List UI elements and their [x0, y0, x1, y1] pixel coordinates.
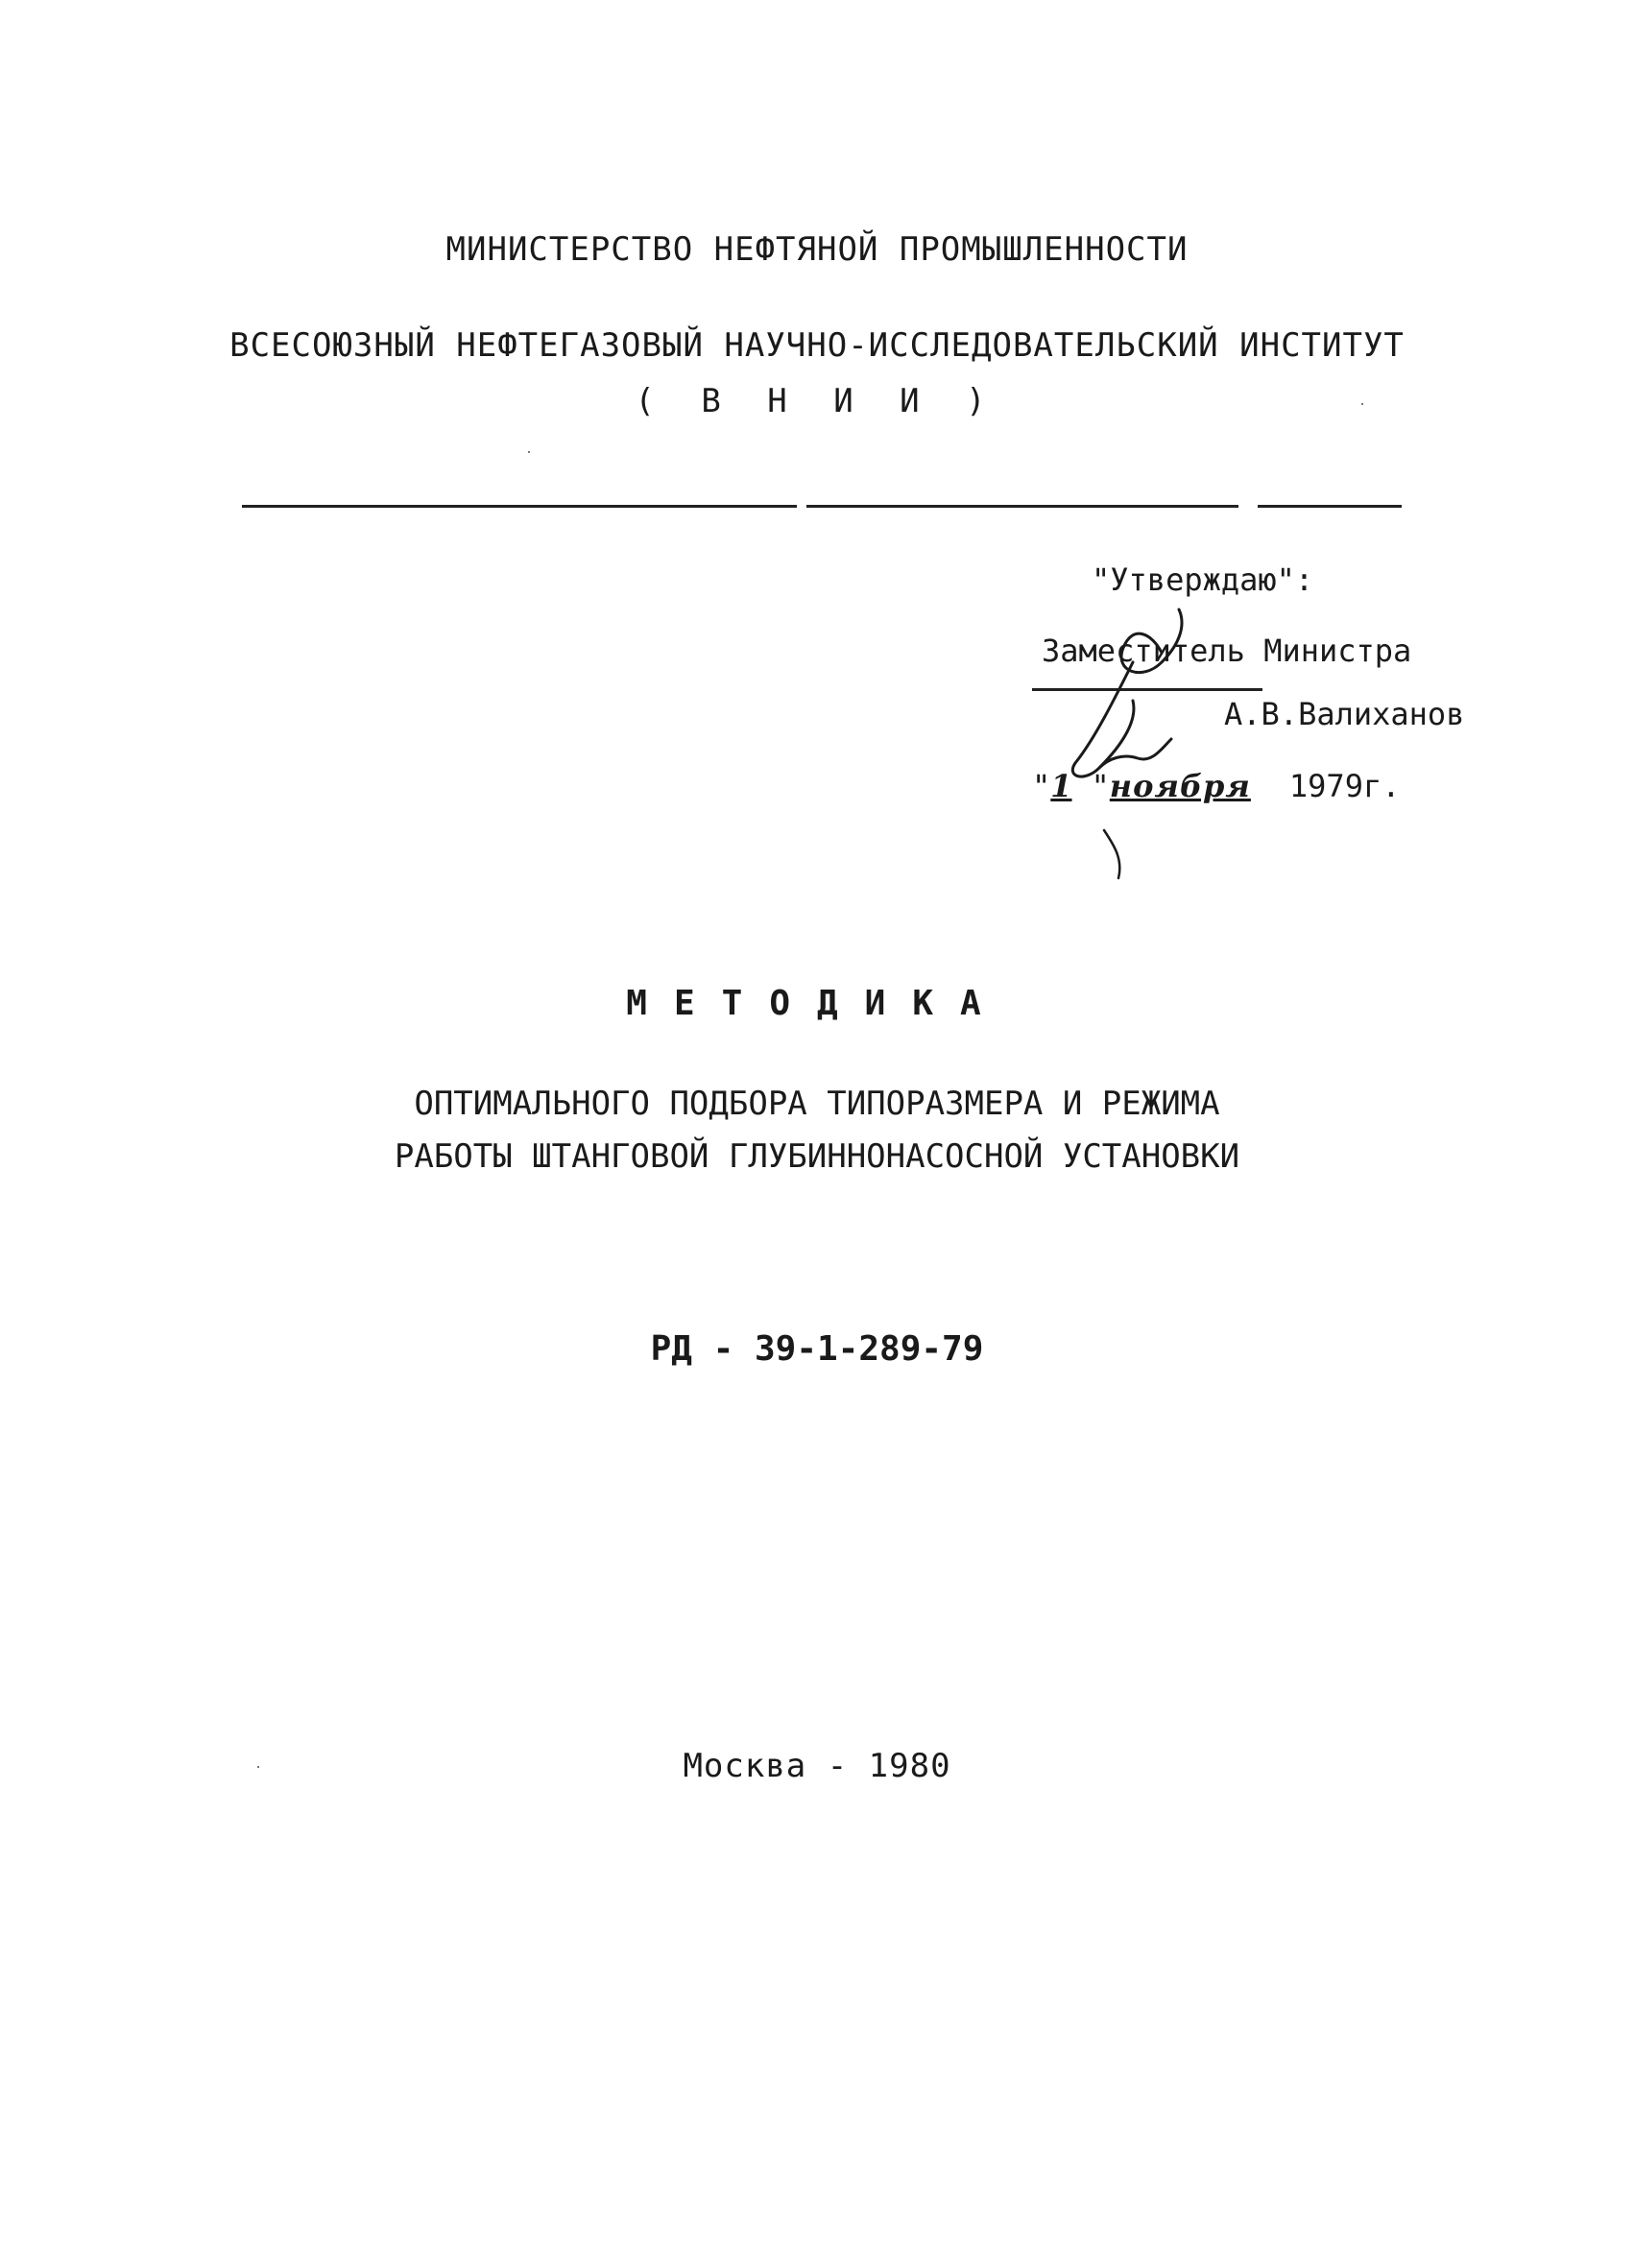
institute-name: ВСЕСОЮЗНЫЙ НЕФТЕГАЗОВЫЙ НАУЧНО-ИССЛЕДОВАТЕЛЬСКИЙ ИНСТИТУТ	[229, 326, 1405, 365]
document-title: МЕТОДИКА	[626, 984, 1008, 1023]
approver-name: А.В.Валиханов	[1224, 696, 1465, 732]
scan-speck	[1361, 403, 1363, 405]
handwritten-signature	[1018, 595, 1267, 883]
header-divider-segment	[242, 505, 797, 508]
approval-label: "Утверждаю":	[1092, 561, 1314, 598]
institute-abbreviation: ( В Н И И )	[635, 382, 999, 420]
header-divider-segment	[1258, 505, 1402, 508]
document-subtitle-line-1: ОПТИМАЛЬНОГО ПОДБОРА ТИПОРАЗМЕРА И РЕЖИМА	[414, 1085, 1220, 1123]
date-year: 1979г.	[1288, 768, 1401, 804]
document-subtitle-line-2: РАБОТЫ ШТАНГОВОЙ ГЛУБИННОНАСОСНОЙ УСТАНОВКИ	[394, 1137, 1240, 1176]
header-divider-segment	[806, 505, 1238, 508]
approver-position: Заместитель Министра	[1042, 633, 1412, 669]
scan-speck	[257, 1766, 259, 1768]
document-code: РД - 39-1-289-79	[650, 1329, 984, 1369]
date-quote-open: "	[1032, 768, 1051, 804]
date-day: 1	[1050, 768, 1072, 804]
ministry-name: МИНИСТЕРСТВО НЕФТЯНОЙ ПРОМЫШЛЕННОСТИ	[445, 230, 1189, 269]
date-quote-close: "	[1091, 768, 1110, 804]
date-month: ноября	[1109, 768, 1251, 804]
publication-city-year: Москва - 1980	[683, 1747, 951, 1785]
scan-speck	[528, 451, 530, 453]
